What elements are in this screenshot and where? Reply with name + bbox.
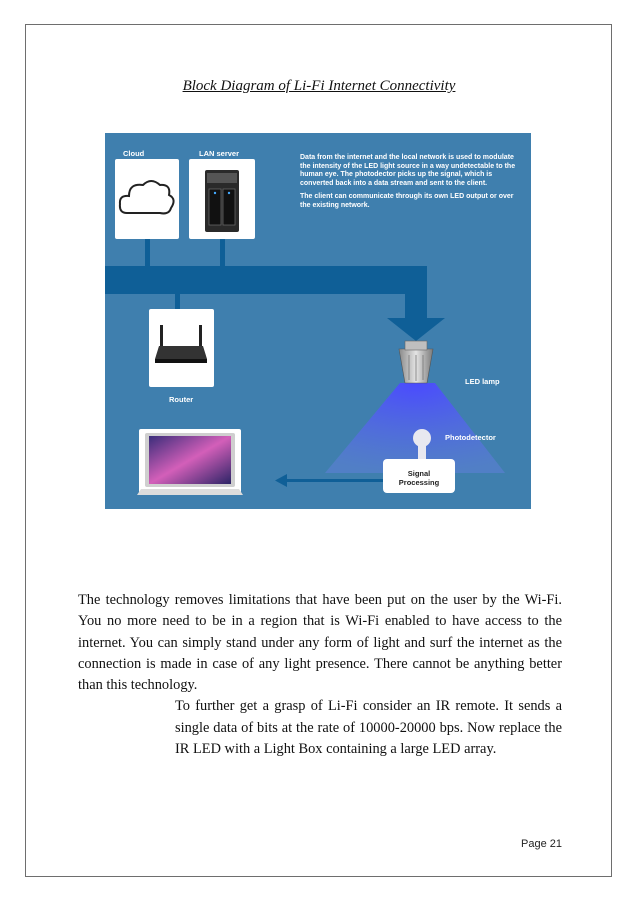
led-lamp-icon [399, 341, 433, 383]
body-text [78, 590, 562, 760]
server-icon [205, 170, 239, 232]
paragraph-2: To further get a grasp of Li-Fi consider an IR remote. It sends a single data of bits at the rate of 10000-20000 bps. Now replace the IR LED with a Light Box containing a large LED array. [175, 698, 562, 758]
cloud-label: Cloud [123, 149, 145, 158]
led-lamp-label: LED lamp [465, 377, 500, 386]
router-connector [175, 291, 180, 311]
return-arrow [275, 474, 287, 487]
router-label: Router [169, 395, 194, 404]
lan-server-label: LAN server [199, 149, 240, 158]
document-title: Block Diagram of Li-Fi Internet Connectivity [182, 78, 456, 94]
photodetector-label: Photodetector [445, 433, 496, 442]
cloud-connector [145, 239, 150, 269]
description-paragraph-1: Data from the internet and the local network is used to modulate the intensity of the LED light source in a way undetectable to the human eye. The photodector picks up the signal, which is converted back into a data stream and sent to the client. [300, 154, 516, 187]
block-diagram [105, 133, 531, 509]
page-number: Page 21 [521, 838, 562, 850]
description-paragraph-2: The client can communicate through its own LED output or over the existing network. [300, 193, 514, 209]
return-line [285, 479, 385, 482]
signal-processing-label [388, 469, 450, 487]
diagram-description [300, 154, 522, 216]
laptop-icon [137, 429, 243, 495]
network-bus [105, 266, 413, 294]
signal-processing-line-1: Signal [407, 469, 431, 478]
cloud-box [115, 159, 179, 239]
signal-processing-line-2: Processing [398, 478, 440, 487]
paragraph-1: The technology removes limitations that have been put on the user by the Wi-Fi. You no more need to be in a region that is Wi-Fi enabled to have access to the internet. You can simply stand under any form of light and surf the internet as the connection is made in case of any light presence. There cannot be anything better than this technology. [78, 592, 562, 694]
server-connector [220, 239, 225, 269]
